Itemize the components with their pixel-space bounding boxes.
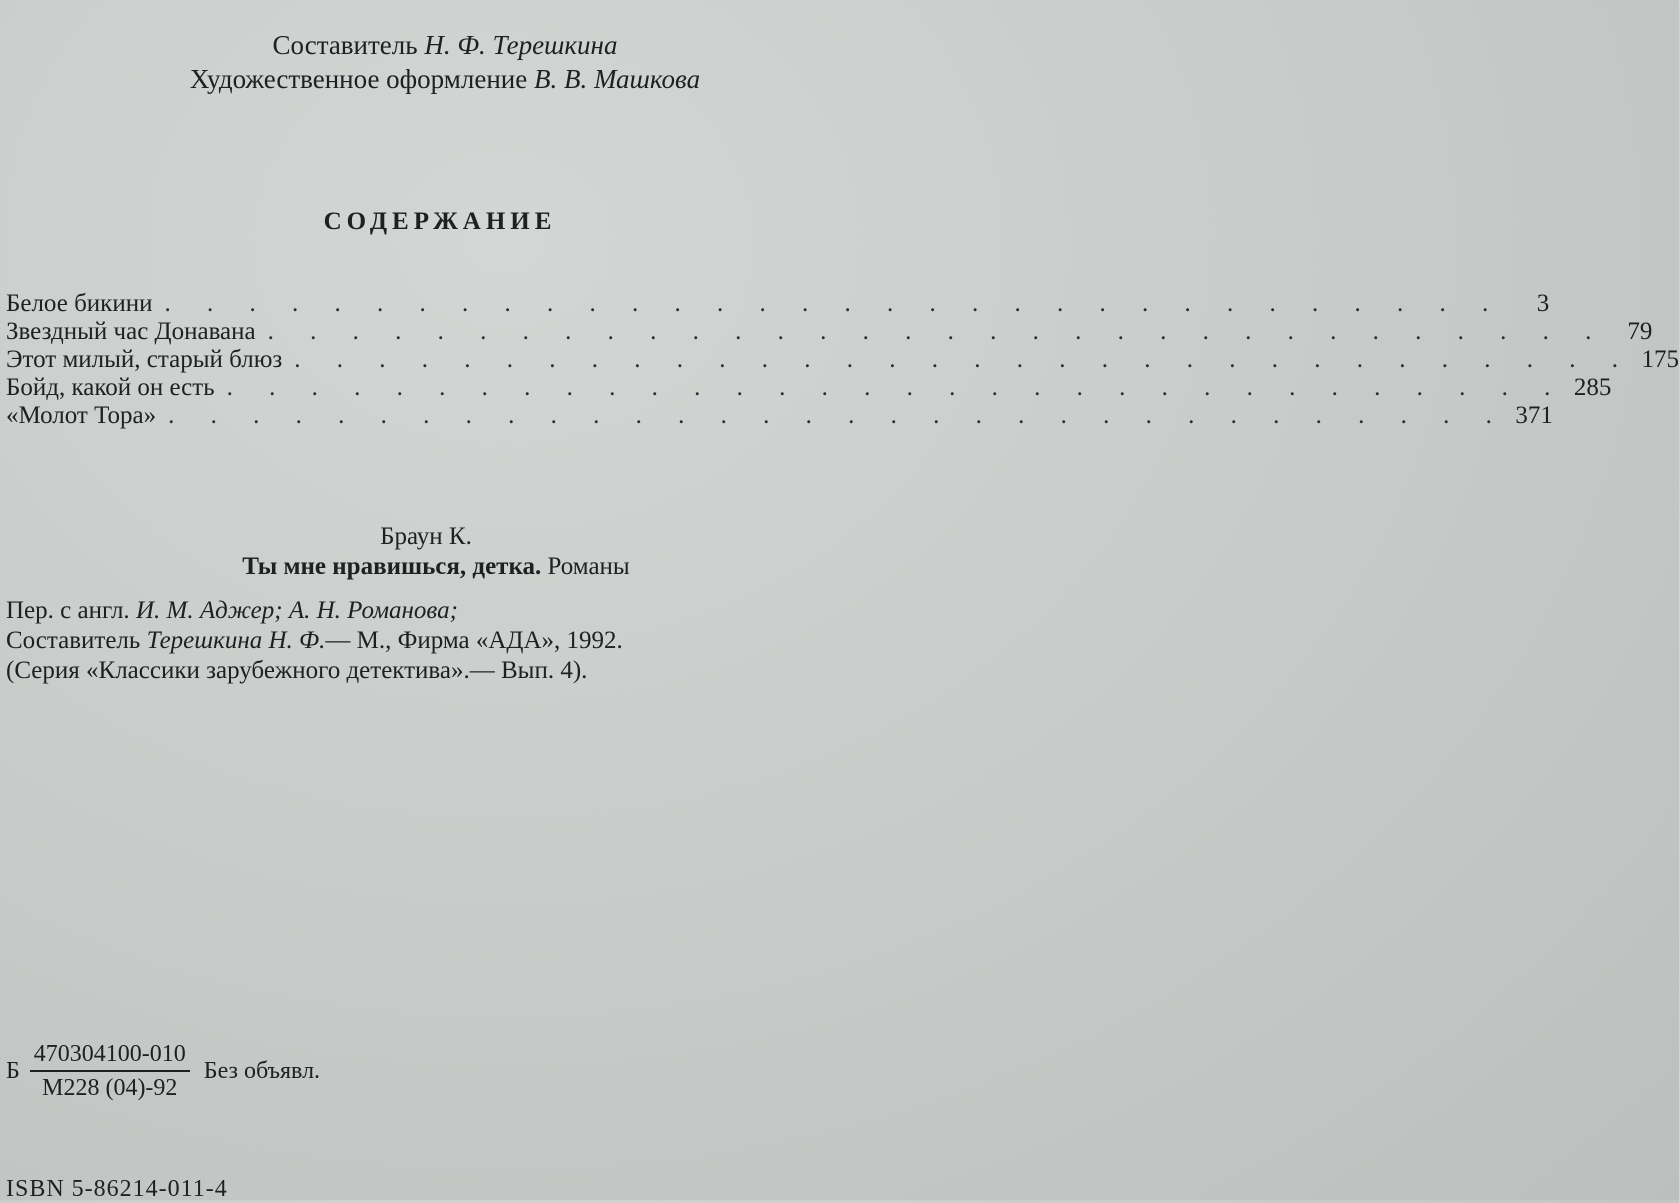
toc-leader-dots: . . . . . . . . . . . . . . . . . . . . . . . . . . . . . . . . bbox=[226, 374, 1566, 401]
price-code-bottom: М228 (04)-92 bbox=[42, 1075, 178, 1101]
bibliographic-record bbox=[6, 522, 886, 686]
biblio-compiler-label: Составитель bbox=[6, 627, 141, 654]
design-label: Художественное оформление bbox=[189, 64, 528, 94]
book-title-line bbox=[0, 552, 886, 582]
toc-entry bbox=[6, 290, 1550, 318]
credits-block bbox=[0, 28, 900, 96]
toc-entry-page: 3 bbox=[1536, 290, 1550, 317]
toc-heading: СОДЕРЖАНИЕ bbox=[323, 208, 557, 235]
toc-entry-title: Белое бикини bbox=[6, 290, 153, 317]
book-genre: Романы bbox=[547, 553, 630, 580]
toc-leader-dots: . . . . . . . . . . . . . . . . . . . . . . . . . . . . . . . . bbox=[267, 318, 1607, 345]
translation-label: Пер. с англ. bbox=[6, 597, 130, 624]
toc-entry-title: Звездный час Донавана bbox=[6, 318, 256, 345]
book-title: Ты мне нравишься, детка. bbox=[242, 553, 542, 580]
price-letter: Б bbox=[6, 1057, 20, 1084]
series-line: (Серия «Классики зарубежного детектива».— Вып. 4). bbox=[6, 657, 588, 684]
design-credit bbox=[0, 62, 900, 96]
compiler-name: Н. Ф. Терешкина bbox=[424, 30, 618, 60]
toc-entry bbox=[6, 374, 1612, 402]
toc-entry-title: Бойд, какой он есть bbox=[6, 374, 215, 401]
toc-entry-title: Этот милый, старый блюз bbox=[6, 346, 283, 373]
toc-entry bbox=[6, 402, 1553, 430]
price-code-top: 470304100-010 bbox=[30, 1040, 190, 1072]
translation-line bbox=[6, 596, 886, 626]
compiler-credit bbox=[0, 28, 900, 62]
compiler-label: Составитель bbox=[272, 30, 418, 60]
table-of-contents bbox=[6, 290, 1679, 430]
price-fraction bbox=[30, 1040, 190, 1102]
toc-entry-page: 175 bbox=[1641, 346, 1679, 373]
toc-entry bbox=[6, 318, 1653, 346]
publisher: — М., Фирма «АДА», 1992. bbox=[325, 627, 623, 654]
author: Браун К. bbox=[380, 523, 472, 550]
toc-entry-page: 371 bbox=[1515, 402, 1553, 429]
price-code-block bbox=[6, 1040, 320, 1102]
publication-line bbox=[6, 626, 886, 656]
translators: И. М. Аджер; А. Н. Романова; bbox=[135, 597, 458, 624]
toc-leader-dots: . . . . . . . . . . . . . . . . . . . . . . . . . . . . . . . . bbox=[164, 290, 1504, 317]
toc-entry bbox=[6, 346, 1679, 374]
biblio-compiler-name: Терешкина Н. Ф. bbox=[146, 627, 326, 654]
toc-leader-dots: . . . . . . . . . . . . . . . . . . . . . . . . . . . . . . . . bbox=[294, 346, 1634, 373]
price-note: Без объявл. bbox=[203, 1057, 321, 1084]
toc-entry-page: 79 bbox=[1627, 318, 1653, 345]
toc-entry-title: «Молот Тора» bbox=[6, 402, 157, 429]
toc-leader-dots: . . . . . . . . . . . . . . . . . . . . . . . . . . . . . . . . bbox=[168, 402, 1507, 429]
toc-entry-page: 285 bbox=[1573, 374, 1612, 401]
design-name: В. В. Машкова bbox=[533, 64, 701, 94]
isbn: ISBN 5-86214-011-4 bbox=[6, 1176, 228, 1202]
